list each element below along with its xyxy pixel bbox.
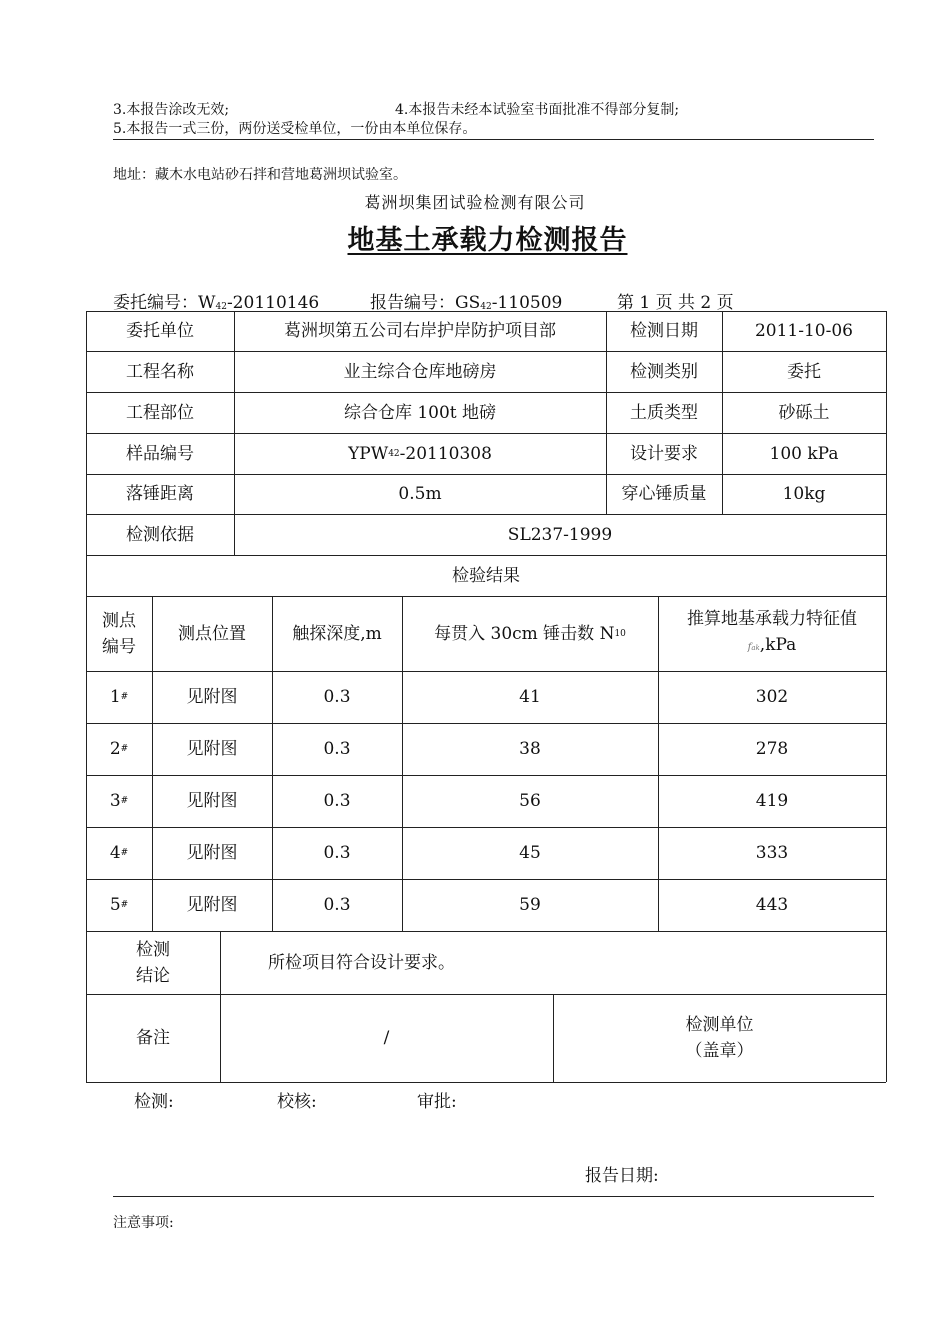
- row-blows: 56: [519, 791, 541, 811]
- row-depth: 0.3: [323, 843, 351, 863]
- row-blows: 45: [519, 843, 541, 863]
- row-position: 见附图: [186, 895, 238, 915]
- col-header-blows: 每贯入 30cm 锤击数 N 10: [434, 623, 626, 644]
- row-blows: 41: [519, 687, 541, 707]
- row-position: 见附图: [186, 739, 238, 759]
- basis-label: 检测依据: [126, 524, 194, 545]
- signature-test: 检测:: [134, 1092, 174, 1112]
- remarks-value: /: [383, 1028, 390, 1048]
- footer-notice: 注意事项:: [113, 1215, 174, 1231]
- signature-check: 校核:: [277, 1092, 317, 1112]
- top-divider: [113, 139, 874, 140]
- drop-value: 0.5m: [398, 484, 442, 504]
- address: 地址：藏木水电站砂石拌和营地葛洲坝试验室。: [113, 167, 407, 183]
- row-blows: 59: [519, 895, 541, 915]
- note-3: 3.本报告涂改无效;: [113, 102, 230, 118]
- sample-value: YPW 42 -20110308: [348, 443, 492, 464]
- sample-label: 样品编号: [126, 443, 194, 464]
- conclusion-text: 所检项目符合设计要求。: [268, 952, 455, 973]
- row-position: 见附图: [186, 687, 238, 707]
- row-position: 见附图: [186, 791, 238, 811]
- row-depth: 0.3: [323, 739, 351, 759]
- bottom-divider: [113, 1196, 874, 1197]
- row-point-number: 4 #: [109, 843, 129, 863]
- note-5: 5.本报告一式三份，两份送受检单位，一份由本单位保存。: [113, 121, 477, 137]
- testing-unit-stamp: 检测单位 （盖章）: [685, 1015, 754, 1061]
- col-header-position: 测点位置: [178, 623, 246, 644]
- project-value: 业主综合仓库地磅房: [343, 361, 497, 382]
- note-4: 4.本报告未经本试验室书面批准不得部分复制;: [395, 102, 680, 118]
- design-value: 100 kPa: [769, 443, 839, 464]
- remarks-label: 备注: [136, 1028, 170, 1048]
- client-label: 委托单位: [126, 321, 194, 341]
- soil-label: 土质类型: [630, 402, 698, 423]
- conclusion-label: 检测 结论: [136, 939, 170, 986]
- row-point-number: 3 #: [109, 791, 129, 811]
- row-capacity: 278: [755, 739, 789, 759]
- col-header-no: 测点 编号: [102, 610, 136, 657]
- type-label: 检测类别: [630, 361, 698, 382]
- row-depth: 0.3: [323, 895, 351, 915]
- type-value: 委托: [787, 361, 821, 382]
- hammer-label: 穿心锤质量: [621, 484, 707, 504]
- date-label: 检测日期: [630, 321, 698, 341]
- col-header-depth: 触探深度,m: [292, 623, 382, 644]
- row-point-number: 2 #: [109, 739, 129, 759]
- row-capacity: 443: [755, 895, 789, 915]
- row-blows: 38: [519, 739, 541, 759]
- basis-value: SL237-1999: [507, 524, 613, 545]
- design-label: 设计要求: [630, 443, 698, 464]
- row-capacity: 333: [755, 843, 789, 863]
- hammer-value: 10kg: [782, 484, 826, 504]
- row-point-number: 1 #: [109, 687, 129, 707]
- project-label: 工程名称: [126, 361, 194, 382]
- report-title: 地基土承载力检测报告: [347, 225, 628, 256]
- client-value: 葛洲坝第五公司右岸护岸防护项目部: [284, 321, 556, 341]
- row-capacity: 419: [755, 791, 789, 811]
- row-depth: 0.3: [323, 687, 351, 707]
- company-name: 葛洲坝集团试验检测有限公司: [364, 193, 586, 212]
- part-value: 综合仓库 100t 地磅: [343, 402, 497, 423]
- row-depth: 0.3: [323, 791, 351, 811]
- drop-label: 落锤距离: [126, 484, 194, 504]
- entrust-number: 委托编号：$W_{42}-20110146$: [113, 293, 320, 313]
- signature-approve: 审批:: [417, 1092, 457, 1112]
- results-title: 检验结果: [452, 565, 520, 586]
- report-number: 报告编号：$GS_{42}-110509$: [370, 293, 563, 313]
- soil-value: 砂砾土: [778, 402, 830, 423]
- row-point-number: 5 #: [109, 895, 129, 915]
- part-label: 工程部位: [126, 402, 194, 423]
- col-header-capacity: 推算地基承载力特征值 fak,kPa: [687, 609, 857, 655]
- report-date-label: 报告日期:: [585, 1166, 659, 1186]
- row-position: 见附图: [186, 843, 238, 863]
- date-value: 2011-10-06: [754, 321, 853, 341]
- row-capacity: 302: [755, 687, 789, 707]
- page-indicator: 第 1 页 共 2 页: [617, 293, 734, 313]
